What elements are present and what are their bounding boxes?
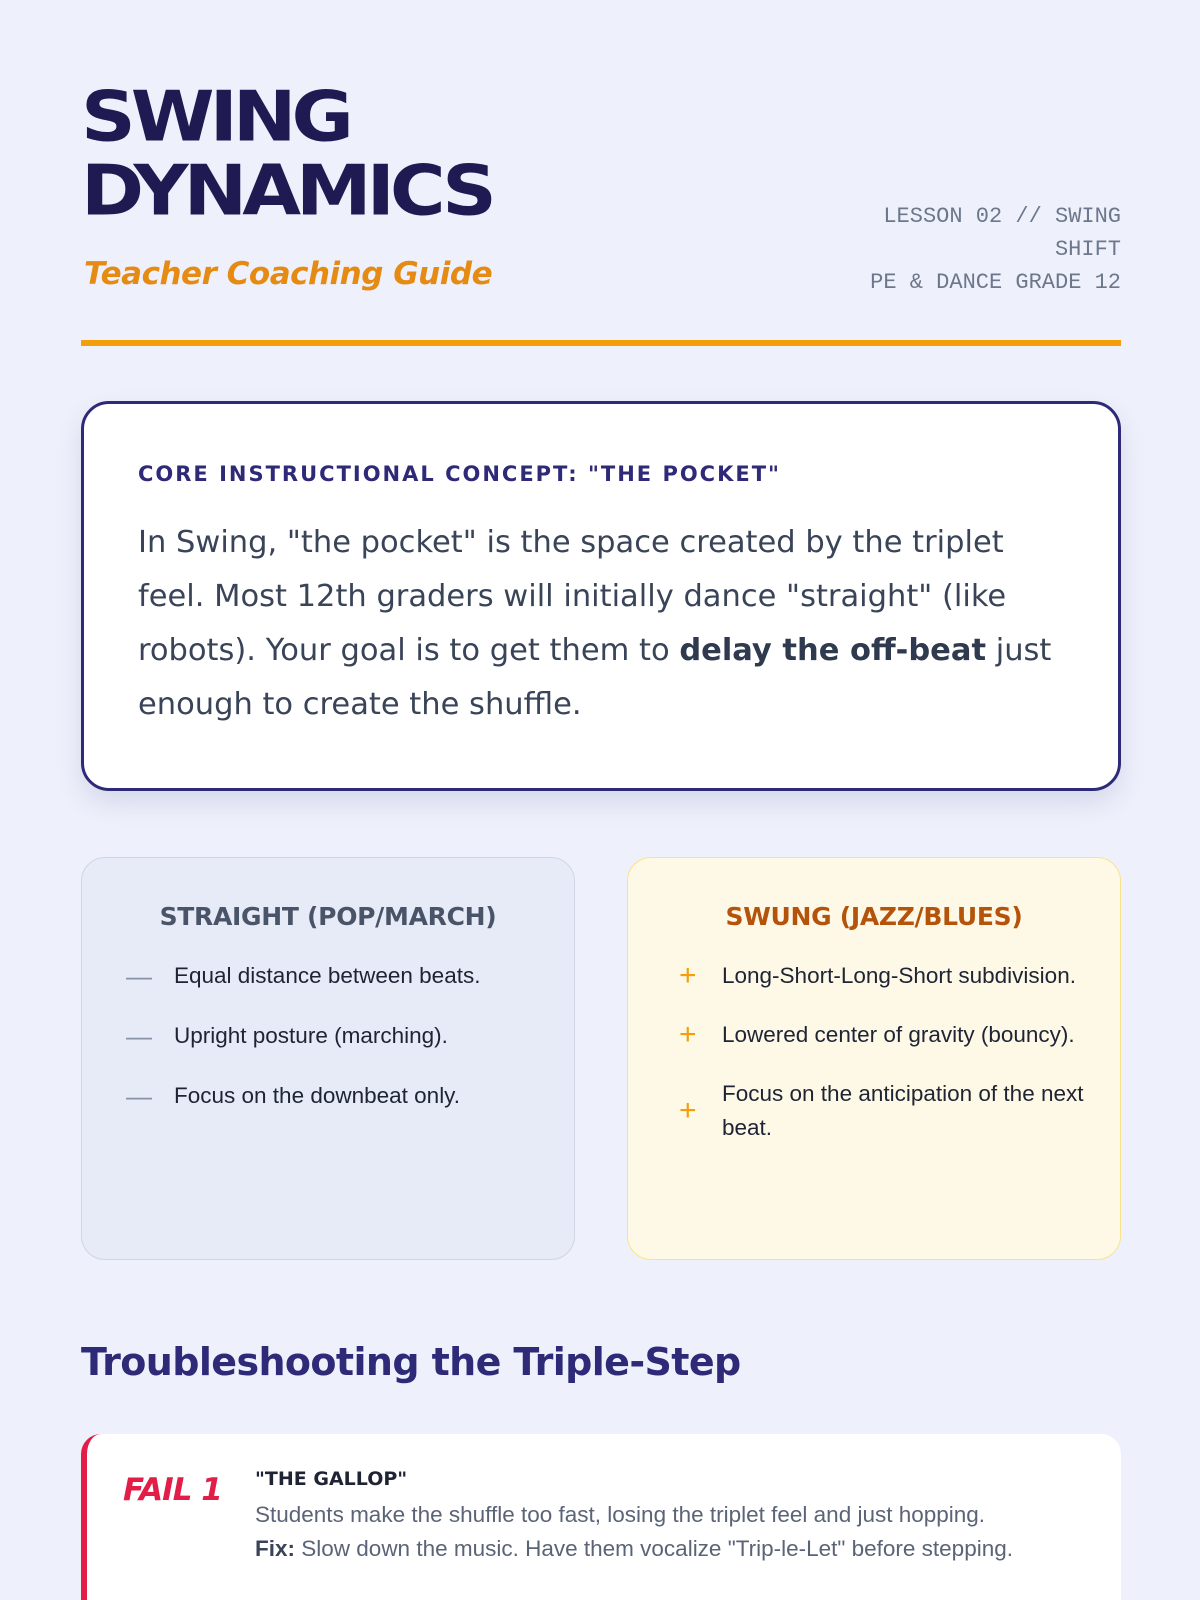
- list-item: [126, 1019, 544, 1053]
- troubleshooting-title: Troubleshooting the Triple-Step: [81, 1340, 741, 1384]
- core-concept-emphasis: delay the off-beat: [679, 633, 987, 668]
- straight-vs-swung-comparison: [81, 857, 1121, 1260]
- fix-label: Fix:: [255, 1536, 296, 1561]
- list-item: [672, 1018, 1090, 1052]
- plus-icon: +: [679, 959, 697, 992]
- swung-list: [672, 959, 1090, 1145]
- plus-icon: +: [679, 1094, 697, 1127]
- swung-column-title: SWUNG (JAZZ/BLUES): [725, 902, 1023, 931]
- straight-column-title: STRAIGHT (POP/MARCH): [159, 902, 497, 931]
- list-item: [672, 959, 1090, 993]
- header-divider: [81, 340, 1121, 346]
- lesson-meta: [831, 200, 1121, 299]
- dash-icon: —: [126, 1021, 152, 1051]
- title-line-2: DYNAMICS: [81, 149, 492, 231]
- lesson-meta-line-1: LESSON 02 // SWING: [883, 204, 1121, 229]
- fail-description: [255, 1498, 1085, 1566]
- core-concept-body: [138, 516, 1064, 732]
- list-item-text: Long-Short-Long-Short subdivision.: [722, 963, 1076, 988]
- core-concept-text-start: In Swing, "the pocket" is the space created by the triplet feel. Most 12th graders will initially dance "straight" (like robots). Your goal is to get them to: [138, 525, 1007, 668]
- swung-column: [627, 857, 1121, 1260]
- straight-list: [126, 959, 544, 1113]
- coaching-guide-page: [81, 0, 1121, 1561]
- list-item-text: Upright posture (marching).: [174, 1023, 448, 1048]
- fail-card: [81, 1434, 1121, 1600]
- core-concept-text-end: just enough to create the shuffle.: [138, 633, 1052, 722]
- list-item-text: Lowered center of gravity (bouncy).: [722, 1022, 1075, 1047]
- list-item: [672, 1077, 1090, 1145]
- dash-icon: —: [126, 1081, 152, 1111]
- list-item-text: Equal distance between beats.: [174, 963, 481, 988]
- page-header: [81, 0, 1121, 350]
- title-line-1: SWING: [81, 75, 349, 158]
- list-item: [126, 959, 544, 993]
- fail-name: "THE GALLOP": [255, 1468, 408, 1490]
- core-concept-label: CORE INSTRUCTIONAL CONCEPT: "THE POCKET": [138, 462, 781, 486]
- plus-icon: +: [679, 1018, 697, 1051]
- straight-column: [81, 857, 575, 1260]
- fail-tag: FAIL 1: [123, 1472, 222, 1508]
- page-subtitle: Teacher Coaching Guide: [84, 256, 493, 292]
- lesson-meta-line-3: PE & DANCE GRADE 12: [870, 270, 1121, 295]
- fail-content: [255, 1468, 1085, 1566]
- core-concept-card: [81, 401, 1121, 791]
- list-item: [126, 1079, 544, 1113]
- dash-icon: —: [126, 961, 152, 991]
- fail-problem-text: Students make the shuffle too fast, losing the triplet feel and just hopping.: [255, 1502, 986, 1527]
- lesson-meta-line-2: SHIFT: [1054, 237, 1121, 262]
- list-item-text: Focus on the anticipation of the next beat.: [722, 1081, 1084, 1140]
- page-title: [81, 75, 492, 231]
- list-item-text: Focus on the downbeat only.: [174, 1083, 461, 1108]
- fix-text: Slow down the music. Have them vocalize "Trip-le-Let" before stepping.: [295, 1536, 1013, 1561]
